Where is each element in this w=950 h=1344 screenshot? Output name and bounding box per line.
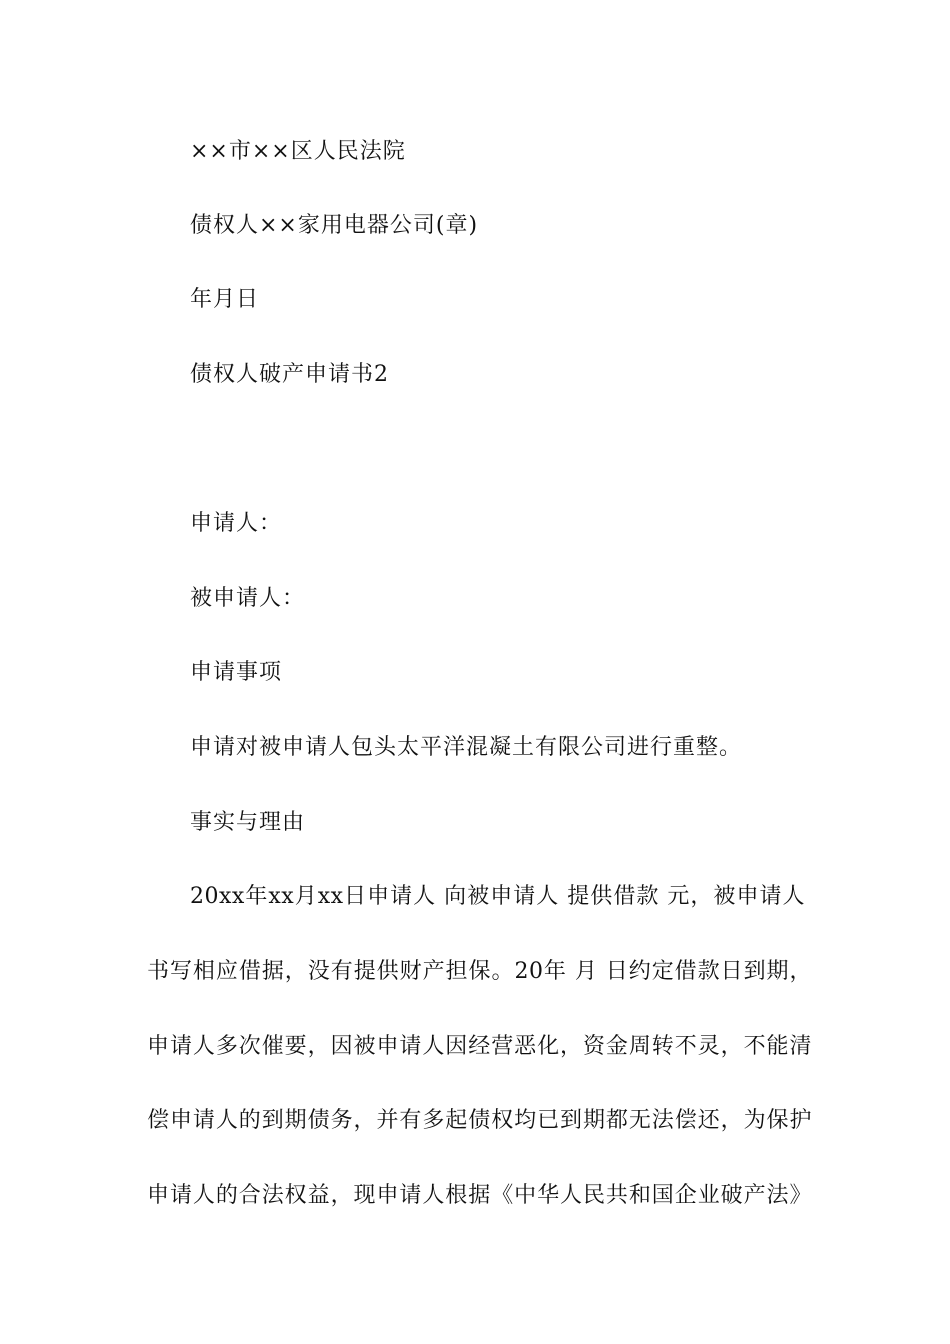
respondent-line: 被申请人： xyxy=(190,586,306,611)
facts-line: 书写相应借据，没有提供财产担保。20年 月 日约定借款日到期， xyxy=(147,959,812,984)
creditor-signature: 债权人××家用电器公司(章) xyxy=(190,213,479,238)
applicant-line: 申请人： xyxy=(190,511,283,536)
court-line: ××市××区人民法院 xyxy=(190,139,406,164)
date-line: 年月日 xyxy=(190,287,260,312)
section-title: 债权人破产申请书2 xyxy=(190,362,389,387)
request-heading: 申请事项 xyxy=(190,660,283,685)
request-body: 申请对被申请人包头太平洋混凝土有限公司进行重整。 xyxy=(190,735,743,760)
facts-heading: 事实与理由 xyxy=(190,810,306,835)
facts-line: 偿申请人的到期债务，并有多起债权均已到期都无法偿还，为保护 xyxy=(147,1108,812,1133)
facts-line: 申请人多次催要，因被申请人因经营恶化，资金周转不灵，不能清 xyxy=(147,1034,812,1059)
facts-line: 20xx年xx月xx日申请人 向被申请人 提供借款 元，被申请人 xyxy=(190,884,805,909)
facts-line: 申请人的合法权益，现申请人根据《中华人民共和国企业破产法》 xyxy=(147,1183,812,1208)
